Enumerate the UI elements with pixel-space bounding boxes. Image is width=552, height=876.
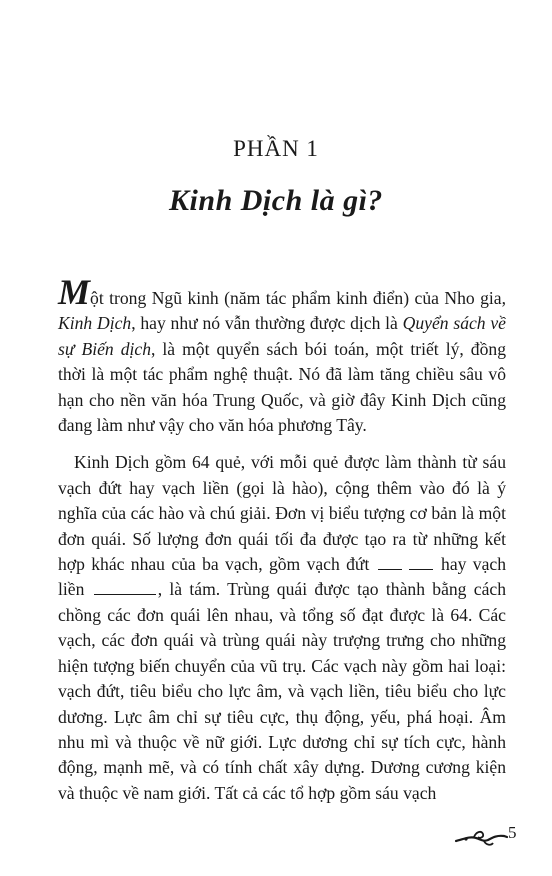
body-text: [58, 272, 506, 806]
italic-term: Kinh Dịch: [58, 313, 132, 334]
part-label: PHẦN 1: [233, 136, 319, 161]
drop-cap: M: [58, 272, 91, 312]
text-run: Kinh Dịch gồm 64 quẻ, với mỗi quẻ được làm thành từ sáu vạch đứt hay vạch liền (gọi là hào), cộng thêm vào đó là ý nghĩa của các hào và chú giải. Đơn vị biểu tượng cơ bản là một đơn quái. Số lượng đơn quái tối đa được tạo ra từ những kết hợp khác nhau của ba vạch, gồm vạch đứt: [58, 452, 506, 575]
paragraph-1: [58, 272, 506, 438]
text-run: ột trong Ngũ kinh (năm tác phẩm kinh điển) của Nho gia,: [90, 288, 506, 308]
text-run: hay vạch liền: [58, 554, 506, 600]
text-run: , là một quyển sách bói toán, một triết lý, đồng thời là một tác phẩm nghệ thuật. Nó đã làm tăng chiều sâu vô hạn cho nền văn hóa Trung Quốc, và giờ đây Kinh Dịch cũng đang làm như vậy cho văn hóa phương Tây.: [58, 338, 506, 436]
chapter-title: Kinh Dịch là gì?: [169, 184, 383, 217]
text-run: , là tám. Trùng quái được tạo thành bằng cách chồng các đơn quái lên nhau, và tổng số đạt được là 64. Các vạch, các đơn quái và trùng quái này trượng trưng cho những hiện tượng biến chuyển của vũ trụ. Các vạch này gồm hai loại: vạch đứt, tiêu biểu cho lực âm, và vạch liền, tiêu biểu cho lực dương. Lực âm chỉ sự tiêu cực, thụ động, yếu, phá hoại. Âm nhu mì và thuộc về nữ giới. Lực dương chỉ sự tích cực, hành động, mạnh mẽ, và có tính chất xây dựng. Dương cương kiện và thuộc về nam giới. Tất cả các tổ hợp gồm sáu vạch: [58, 579, 506, 803]
text-run: , hay như nó vẫn thường được dịch là: [131, 313, 403, 334]
italic-term: Quyển sách về sự Biến dịch: [58, 313, 506, 359]
broken-line-symbol: [378, 554, 402, 570]
flourish-ornament-icon: [454, 826, 510, 848]
page-number: 5: [508, 823, 517, 842]
broken-line-symbol-part: [409, 554, 433, 570]
paragraph-2: [58, 450, 506, 806]
solid-line-symbol: [94, 579, 156, 595]
